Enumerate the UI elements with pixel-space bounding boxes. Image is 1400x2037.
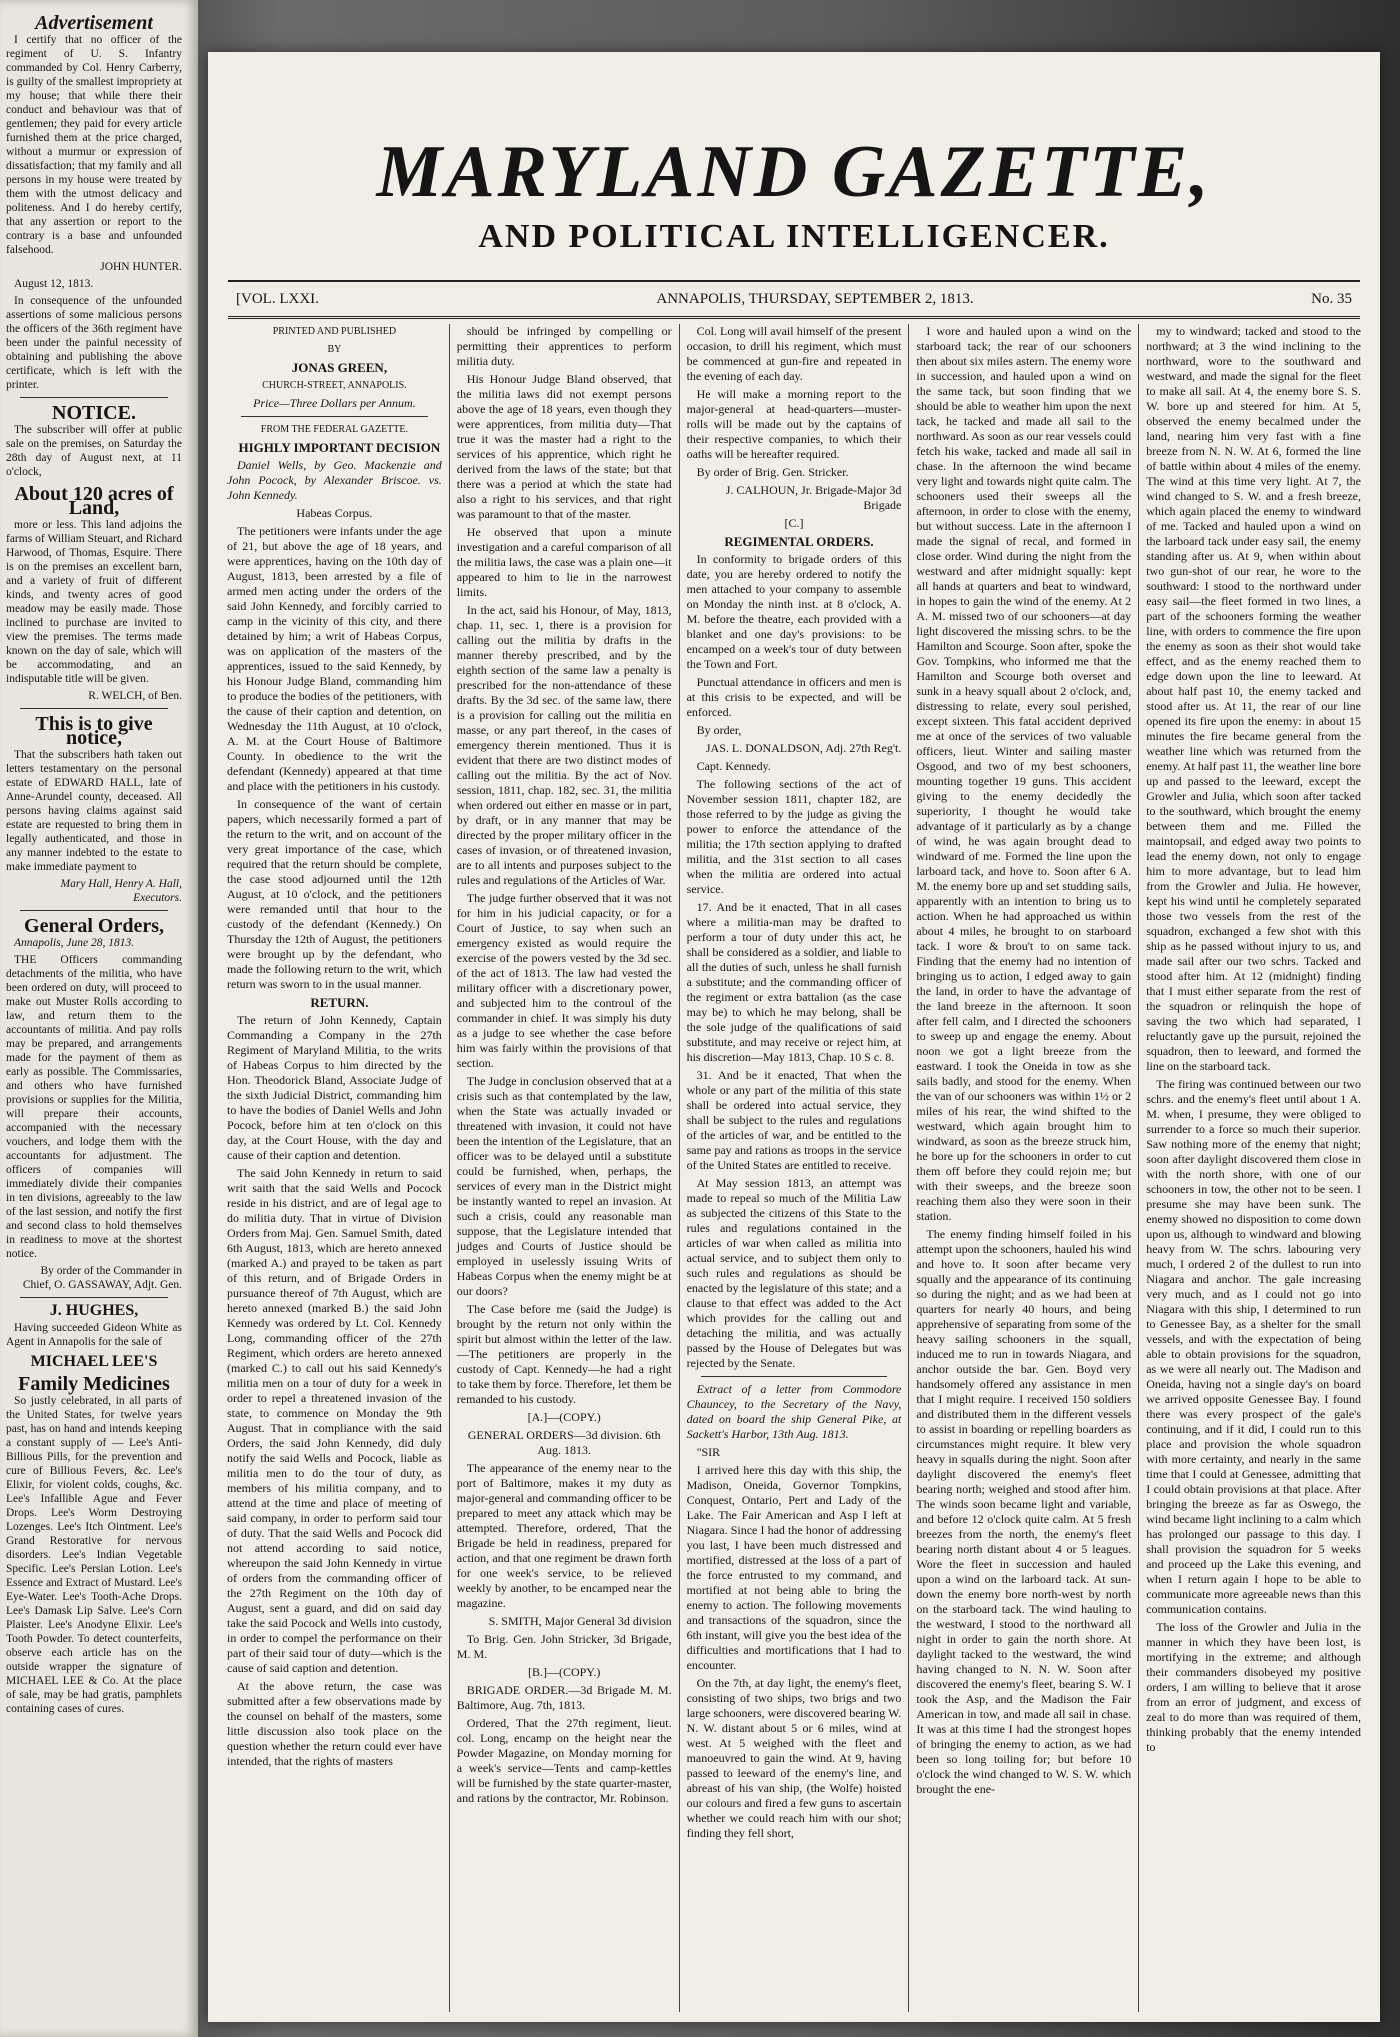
signature: S. SMITH, Major General 3d division xyxy=(488,1614,672,1628)
article-paragraph: In the act, said his Honour, of May, 1813, chap. 11, sec. 1, there is a provision for calling out the militia by drafts in the manner thereby prescribed, and by the eighth section of the same law a penalty is prescribed for the non-attendance of these drafts. By the 3d sec. of the same law, there is a provision for calling out the militia en masse, or any part thereof, in the cases of emergency therein mentioned. Thus it is evident that there are two distinct modes of calling out the militia. By the act of Nov. session, 1811, chap. 182, sec. 31, the militia when ordered out either en masse or in part, by draft, or in any manner that may be directed by the proper military officer in the cases of invasion, or of threatened invasion, are to all intents and purposes subject to the rules and regulations of the Articles of War. xyxy=(456,603,672,887)
give-notice-body: That the subscribers hath taken out letters testamentary on the personal estate of EDWARD HALL, late of Anne-Arundel county, deceased. All persons having claims against said estate are requested to bring them in legally authenticated, and those in any manner indebted to the estate to make immediate payment to xyxy=(6,749,182,873)
hughes-body: Having succeeded Gideon White as Agent in Annapolis for the sale of xyxy=(6,1322,182,1348)
article-paragraph: I arrived here this day with this ship, the Madison, Oneida, Governor Tompkins, Conquest, Ontario, Pert and Lady of the Lake. The Fair American and Asp I left at Niagara. Since I had the honor of addressing you last, I have been much distressed and mortified, distressed at the loss of a part of the force entrusted to my command, and mortified at not being able to bring the enemy to action. The following movements and transactions of the squadron, since the 6th instant, will give you the best idea of the difficulties and mortifications that I had to encounter. xyxy=(686,1463,902,1672)
article-paragraph: Ordered, That the 27th regiment, lieut. col. Long, encamp on the height near the Powder Magazine, on Monday morning for a week's service—Tents and camp-kettles will be furnished by the state quarter-master, and rations by the contractor, Mr. Robinson. xyxy=(456,1716,672,1805)
paper-subtitle: AND POLITICAL INTELLIGENCER. xyxy=(478,218,1110,255)
column-2 xyxy=(450,324,680,2012)
article-paragraph: The following sections of the act of November session 1811, chapter 182, are those referred to by the judge as giving the power to enforce the attendance of the militia; the 17th section applying to drafted militia, and the 31st section to all cases when the militia are ordered into actual service. xyxy=(686,777,902,896)
by-order: By order of Brig. Gen. Stricker. xyxy=(696,465,849,479)
article-paragraph: 17. And be it enacted, That in all cases where a militia-man may be drafted to perform a tour of duty under this act, he shall be considered as a soldier, and liable to all the duties of such, unless he shall furnish a substitute; and the commanding officer of the regiment or extra battalion (as the case may be) to which he may belong, shall be the sole judge of the qualifications of said substitute, and may receive or reject him, at his discretion—May 1813, Chap. 10 S c. 8. xyxy=(686,900,902,1064)
notice-title: NOTICE. xyxy=(52,402,136,424)
copy-b-heading: [B.]—(COPY.) xyxy=(527,1665,601,1679)
advert-body: I certify that no officer of the regiment of U. S. Infantry commanded by Col. Henry Carberry, is guilty of the smallest impropriety at my house; that while there their conduct and behaviour was that of gentlemen; they paid for every article furnished them at the price charged, without a murmur or expression of dissatisfaction; that my family and all persons in my house were treated by them with the utmost delicacy and politeness. And I do hereby certify, that any assertion or report to the contrary is a base and unfounded falsehood. xyxy=(6,34,182,256)
general-orders-heading: GENERAL ORDERS—3d division. 6th Aug. 1813. xyxy=(467,1428,661,1457)
divider xyxy=(20,910,168,911)
article-columns xyxy=(220,324,1368,2012)
paper-title: MARYLAND GAZETTE, xyxy=(376,131,1212,213)
advert-sign: JOHN HUNTER. xyxy=(100,261,182,273)
orders-title: General Orders, xyxy=(24,915,164,937)
copy-a-heading: [A.]—(COPY.) xyxy=(527,1410,601,1424)
article-paragraph: Punctual attendance in officers and men is at this crisis to be expected, and will be enforced. xyxy=(686,675,902,719)
column-3 xyxy=(680,324,910,2012)
article-paragraph: should be infringed by compelling or permitting their apprentices to perform militia duty. xyxy=(456,324,672,368)
case-tag: Habeas Corpus. xyxy=(296,506,373,520)
acres-title: About 120 acres of Land, xyxy=(14,483,174,519)
lee-body: So justly celebrated, in all parts of the United States, for twelve years past, has on hand and intends keeping a constant supply of — Lee's Anti-Billious Pills, for the prevention and cure of Billious Fevers, &c. Lee's Elixir, for violent colds, coughs, &c. Lee's Infallible Ague and Fever Drops. Lee's Worm Destroying Lozenges. Lee's Itch Ointment. Lee's Grand Restorative for nervous disorders. Lee's Indian Vegetable Specific. Lee's Persian Lotion. Lee's Essence and Extract of Mustard. Lee's Eye-Water. Lee's Tooth-Ache Drops. Lee's Damask Lip Salve. Lee's Corn Plaister. Lee's Anodyne Elixir. Lee's Tooth Powder. To detect counterfeits, observe each article has on the outside wrapper the signature of MICHAEL LEE & Co. At the place of sale, may be had gratis, pamphlets containing cases of cures. xyxy=(6,1395,182,1715)
imprint-line: PRINTED AND PUBLISHED xyxy=(272,326,397,337)
give-notice-sign: Mary Hall, Henry A. Hall, Executors. xyxy=(60,878,182,904)
lee-title: MICHAEL LEE'S xyxy=(30,1353,158,1370)
column-4 xyxy=(909,324,1139,2012)
advert-date: August 12, 1813. xyxy=(14,278,94,290)
case-caption: Daniel Wells, by Geo. Mackenzie and John Pocock, by Alexander Briscoe. vs. John Kennedy. xyxy=(227,458,442,502)
hughes-title: J. HUGHES, xyxy=(49,1302,139,1319)
divider xyxy=(20,397,168,398)
signature: J. CALHOUN, Jr. Brigade-Major 3d Brigade xyxy=(725,483,902,512)
divider xyxy=(20,1297,168,1298)
brigade-order-heading: BRIGADE ORDER.—3d Brigade M. M. Baltimore, Aug. 7th, 1813. xyxy=(456,1683,672,1712)
headline: HIGHLY IMPORTANT DECISION xyxy=(238,440,441,455)
printer-name: JONAS GREEN, xyxy=(291,360,388,375)
article-paragraph: His Honour Judge Bland observed, that the militia laws did not exempt persons above the age of 18 years, even though they were apprentices, from militia duty—That true it was the master had a right to the services of his apprentice, which right he derived from the laws of the state; but that there was a period at which the state had also a right to his services, and that right was paramount to that of the master. xyxy=(456,372,672,521)
divider xyxy=(241,416,428,417)
article-paragraph: In consequence of the want of certain papers, which necessarily formed a part of the return to the writ, and on account of the very great importance of the case, which required that the return should be complete, the case stood adjourned until the 12th August, at 10 o'clock, and the petitioners were remanded until that hour to the custody of the defendant (Kennedy.) On Thursday the 12th of August, the petitioners were brought up by the defendant, who made the following return to the writ, which return was sworn to in the usual manner. xyxy=(227,797,442,991)
letter-intro: Extract of a letter from Commodore Chauncey, to the Secretary of the Navy, dated on board the ship General Pike, at Sackett's Harbor, 13th Aug. 1813. xyxy=(686,1382,902,1441)
lee-subtitle: Family Medicines xyxy=(18,1373,170,1395)
addressee: To Brig. Gen. John Stricker, 3d Brigade, M. M. xyxy=(456,1632,672,1661)
article-paragraph: At May session 1813, an attempt was made to repeal so much of the Militia Law as subjected the citizens of this State to the rules and regulations contained in the articles of war when called as militia into actual service, and to subject them only to such rules and regulations as should be enacted by the legislature of this state; and a clause to that effect was added to the Act which provides for the calling out and detaching the militia, and was actually passed by the House of Delegates but was rejected by the Senate. xyxy=(686,1176,902,1370)
article-paragraph: I wore and hauled upon a wind on the starboard tack; the rear of our schooners then about six miles astern. The enemy wore in succession, and hauled upon a wind on the same tack, but soon finding that we should be able to weather him upon the next tack, he tacked and made all sail to the northward. As soon as our rear vessels could fetch his wake, tacked and made all sail in chase. In the afternoon the wind became very light and towards night quite calm. The schooners used their sweeps all the afternoon, in order to close with the enemy, but without success. Late in the afternoon I made the signal of recal, and formed in close order. Wind during the night from the westward and after midnight squally: kept all hands at quarters and beat to windward, in hopes to gain the wind of the enemy. At 2 A. M. missed two of our schooners—at day light discovered the missing schrs. to be the Hamilton and Scourge. Soon after, spoke the Gov. Tompkins, who informed me that the Hamilton and Scourge both overset and sunk in a heavy squall about 2 o'clock, and, distressing to relate, every soul perished, except sixteen. This fatal accident deprived me at once of the services of two valuable officers, lieut. Winter and sailing master Osgood, and two of my best schooners, mounting together 19 guns. This accident giving to the enemy decidedly the superiority, I thought he would take advantage of it particularly as by a change of wind, he was again brought dead to windward of me. Formed the line upon the larboard tack, and hove to. Soon after 6 A. M. the enemy bore up and set studding sails, apparently with an intention to bring us to action. When he had approached us within about 4 miles, he brought to on starboard tack. I wore & brou't to on same tack. Finding that the enemy had no intention of bringing us to action, I edged away to gain the land, in order to have the advantage of the land breeze in the afternoon. It soon after fell calm, and I directed the schooners to sweep up and engage the enemy. About noon we got a light breeze from the eastward. I took the Oneida in tow as she sails badly, and stood for the enemy. When the van of our schooners was within 1½ or 2 miles of his rear, the wind shifted to the westward, which again brought him to windward, as soon as the breeze struck him, he bore up for the schooners in order to cut them off before they could rejoin me; but with their sweeps, and the breeze soon reaching them also they were soon in their station. xyxy=(916,324,1132,1223)
article-paragraph: He will make a morning report to the major-general at head-quarters—muster-rolls will be made out by the captains of their respective companies, to which their oaths will be hereafter required. xyxy=(686,387,902,461)
column-5 xyxy=(1139,324,1368,2012)
column-1 xyxy=(220,324,450,2012)
article-paragraph: The loss of the Growler and Julia in the manner in which they have been lost, is mortifying in the extreme; and although their commanders disobeyed my positive orders, I am willing to believe that it arose from an error of judgment, and excess of zeal to do more than was required of them, thinking probably that the enemy intended to xyxy=(1146,1620,1361,1754)
regimental-orders-heading: REGIMENTAL ORDERS. xyxy=(724,534,874,549)
article-paragraph: The return of John Kennedy, Captain Commanding a Company in the 27th Regiment of Maryland Militia, to the writs of Habeas Corpus to him directed by the Hon. Theodorick Bland, Associate Judge of the sixth Judicial District, commanding him to have the bodies of Daniel Wells and John Pocock, before him at ten o'clock on this day, at the Court House, with the day and cause of their caption and detention. xyxy=(227,1013,442,1162)
article-paragraph: The appearance of the enemy near to the port of Baltimore, makes it my duty as major-general and commanding officer to be prepared to meet any attack which may be attempted. Therefore, ordered, That the Brigade be held in readiness, prepared for action, and that one regiment be drawn forth for one week's service, to be relieved weekly by another, to be encamped near the magazine. xyxy=(456,1461,672,1610)
imprint-by: BY xyxy=(327,344,342,355)
article-paragraph: Col. Long will avail himself of the present occasion, to drill his regiment, which must be commenced at gun-fire and repeated in the evening of each day. xyxy=(686,324,902,383)
dateline xyxy=(228,280,1360,319)
article-paragraph: He observed that upon a minute investigation and a careful comparison of all the militia laws, the case was a plain one—it appeared to him to lie in the narrowest limits. xyxy=(456,525,672,599)
notice-body: The subscriber will offer at public sale on the premises, on Saturday the 28th day of August next, at 11 o'clock, xyxy=(6,424,182,478)
article-paragraph: The petitioners were infants under the age of 21, but above the age of 18 years, and were apprentices, having on the 10th day of August, 1813, been arrested by a file of armed men acting under the orders of the said John Kennedy, and forcibly carried to camp in the vicinity of this city, and there detained by him; a writ of Habeas Corpus, was on application of the masters of the apprentices, issued to the said Kennedy, by his Honour Judge Bland, commanding him to produce the bodies of the petitioners, with the cause of their caption and detention, on Wednesday the 11th August, at 10 o'clock, A. M. at the Court House of Baltimore County. In obedience to the writ the defendant (Kennedy) appeared at that time and place with the petitioners in his custody. xyxy=(227,524,442,793)
addressee: Capt. Kennedy. xyxy=(696,759,771,773)
masthead xyxy=(208,132,1380,256)
article-paragraph: The said John Kennedy in return to said writ saith that the said Wells and Pocock reside in his district, and are of legal age to do militia duty. That in virtue of Division Orders from Maj. Gen. Samuel Smith, dated 6th August, 1813, which are hereto annexed (marked A.) and prayed to be taken as part of this return, and of Brigade Orders in pursuance thereof of 7th August, which are hereto annexed (marked B.) the said John Kennedy was ordered by Lt. Col. Kennedy Long, commanding officer of the 27th Regiment, which orders are hereto annexed (marked C.) to call out his said Kennedy's militia men on a tour of duty for a week in order to repel a threatened invasion of the state, to commence on Monday the 9th August. That in compliance with the said Orders, the said John Kennedy, did duly notify the said Wells and Pocock, liable as militia men to do the tour of duty, as members of his militia company, and to attend at the time and place of meeting of said company, in order to perform said tour of duty. That the said Wells and Pocock did not attend according to said notice, whereupon the said John Kennedy in virtue of orders from the commanding officer of the 27th Regiment on the 10th day of August, sent a guard, and did on said day take the said Pocock and Wells into custody, in order to compel the performance on their part of their said tour of duty—which is the cause of said caption and detention. xyxy=(227,1166,442,1675)
orders-sign: By order of the Commander in Chief, O. GASSAWAY, Adjt. Gen. xyxy=(22,1265,182,1291)
orders-date: Annapolis, June 28, 1813. xyxy=(14,937,135,949)
article-paragraph: The judge further observed that it was not for him in his judicial capacity, or for a Court of Justice, to say when such an emergency existed as would require the exercise of the powers vested by the 3d sec. of the act of 1813. The law had vested the military officer with a discretionary power, and subjected him to the controul of the commander in chief. It was simply his duty as a judge to see whether the case before him was fairly within the provisions of that section. xyxy=(456,891,672,1070)
newspaper-page xyxy=(208,52,1380,2022)
place-date: ANNAPOLIS, THURSDAY, SEPTEMBER 2, 1813. xyxy=(656,290,974,307)
article-paragraph: At the above return, the case was submitted after a few observations made by the counsel on behalf of the masters, some little discussion also took place on the question whether the return could ever have intended, that the rights of masters xyxy=(227,1679,442,1768)
article-paragraph: The enemy finding himself foiled in his attempt upon the schooners, hauled his wind and hove to. It soon after became very squally and the appearance of its continuing so during the night; and as we had been at quarters for nearly 40 hours, and being apprehensive of separating from some of the heavy sailing schooners in the squall, induced me to run in towards Niagara, and anchor outside the bar. Gen. Boyd very handsomely offered any assistance in men that I might require. I received 150 soldiers and distributed them in the different vessels to assist in boarding or repelling boarders as circumstances might require. It blew very heavy in squalls during the night. Soon after daylight discovered the enemy's fleet bearing north; weighed and stood after him. The winds soon became light and variable, and before 12 o'clock quite calm. At 5 fresh breezes from the north, the enemy's fleet bearing north distant about 4 or 5 leagues. Wore the fleet in succession and hauled upon a wind on the larboard tack. At sun-down the enemy bore north-west by north on the starboard tack. The wind hauling to the westward, I stood to the northward all night in order to gain the north shore. At daylight tacked to the westward, the wind having changed to N. N. W. Soon after discovered the enemy's fleet, bearing S. W. I took the Asp, and the Madison the Fair American in tow, and made all sail in chase. It was at this time I had the strongest hopes of bringing the enemy to action, as we had been so long toiling for; but before 10 o'clock the wind changed to W. S. W. which brought the ene- xyxy=(916,1227,1132,1796)
volume-number: [VOL. LXXI. xyxy=(236,290,319,307)
acres-sign: R. WELCH, of Ben. xyxy=(88,690,182,702)
source-line: FROM THE FEDERAL GAZETTE. xyxy=(260,424,408,435)
copy-c-heading: [C.] xyxy=(784,516,804,530)
advert-title: Advertisement xyxy=(35,12,153,34)
article-paragraph: On the 7th, at day light, the enemy's fleet, consisting of two ships, two brigs and two large schooners, were discovered bearing W. N. W. distant about 5 or 6 miles, wind at west. At 5 weighed with the fleet and manoeuvred to gain the wind. At 9, having passed to leeward of the enemy's line, and abreast of his van ship, (the Wolfe) hoisted our colours and fired a few guns to ascertain whether we could reach him with our shot; finding they fell short, xyxy=(686,1676,902,1840)
article-paragraph: In conformity to brigade orders of this date, you are hereby ordered to notify the men attached to your company to assemble on Monday the ninth inst. at 8 o'clock, A. M. before the theatre, each provided with a blanket and one day's provisions: to be encamped on a week's tour of duty between the Town and Fort. xyxy=(686,552,902,671)
give-notice-title: This is to give notice, xyxy=(35,713,153,749)
article-paragraph: 31. And be it enacted, That when the whole or any part of the militia of this state shall be ordered into actual service, they shall be subject to the rules and regulations of the articles of war, and be entitled to the same pay and rations as troops in the service of the United States are entitled to receive. xyxy=(686,1068,902,1172)
article-paragraph: my to windward; tacked and stood to the northward; at 3 the wind inclining to the northward, wore to the southward and westward, and made the signal for the fleet to make all sail. At 4, the enemy bore S. S. W. bore up and steered for him. At 5, observed the enemy becalmed under the land, nearing him very fast with a fine breeze from N. N. W. At 6, formed the line of battle within about 4 miles of the enemy. The wind at this time very light. At 7, the wind changed to S. W. and a fresh breeze, which again placed the enemy to windward of me. Tacked and hauled upon a wind on the larboard tack under easy sail, the enemy standing after us. At 9, when within about two gun-shot of our rear, he wore to the southward: I stood to the northward under easy sail—the fleet formed in two lines, a part of the schooners forming the weather line, with orders to commence the fire upon the enemy as soon as their shot would take effect, and as the enemy reached them to edge down upon the line to leeward. At about half past 10, the enemy tacked and stood after us. At 11, the rear of our line opened its fire upon the enemy: in about 15 minutes the fire became general from the weather line which was returned from the enemy. At half past 11, the weather line bore up and passed to the leeward, except the Growler and Julia, which soon after tacked to the southward, which brought the enemy between them and me. Filled the maintopsail, and edged away two points to lead the enemy down, not only to engage him to more advantage, but to lead him from the Growler and Julia. He however, kept his wind until he completely separated those two vessels from the rest of the squadron, exchanged a few shot with this ship as he passed without injury to us, and made sail after our two schrs. Tacked and stood after him. At 12 (midnight) finding that I must either separate from the rest of the squadron or relinquish the hope of saving the two which had separated, I reluctantly gave up the pursuit, rejoined the squadron, then to leeward, and formed the line on the starboard tack. xyxy=(1146,324,1361,1073)
orders-body: THE Officers commanding detachments of the militia, who have been ordered on duty, will proceed to make out Muster Rolls according to law, and return them to the accountants of militia. And pay rolls may be prepared, and arrangements made for the payment of them as early as possible. The Commissaries, and others who have furnished provisions or supplies for the Militia, will prepare their accounts, accompanied with the necessary vouchers, and lodge them with the accountants for adjustment. The officers of companies will immediately divide their companies in ten divisions, agreeably to the law of the last session, and notify the first and second class to hold themselves in readiness to move at the shortest notice. xyxy=(6,954,182,1260)
price: Price—Three Dollars per Annum. xyxy=(253,396,416,410)
left-page-columns xyxy=(0,0,198,1716)
return-heading: RETURN. xyxy=(310,995,369,1010)
advert-note: In consequence of the unfounded assertions of some malicious persons the officers of the 36th regiment have been under the painful necessity of obtaining and publishing the above certificate, which is left with the printer. xyxy=(6,295,182,391)
signature: JAS. L. DONALDSON, Adj. 27th Reg't. xyxy=(705,741,902,755)
printer-street: CHURCH-STREET, ANNAPOLIS. xyxy=(262,380,407,391)
article-paragraph: The Case before me (said the Judge) is brought by the return not only within the spirit but almost within the letter of the law.—The petitioners are properly in the custody of Capt. Kennedy—he had a right to take them by force. Therefore, let them be remanded to his custody. xyxy=(456,1302,672,1406)
divider xyxy=(20,708,168,709)
left-page-fragment xyxy=(0,0,198,2037)
salutation: "SIR xyxy=(696,1445,721,1459)
article-paragraph: The firing was continued between our two schrs. and the enemy's fleet until about 1 A. M. when, I presume, they were obliged to surrender to a force so much their superior. Saw nothing more of the enemy that night; soon after daylight discovered them close in with the north shore, with one of our schooners in tow, the other not to be seen. I presume she may have been sunk. The enemy showed no disposition to come down upon us, although to windward and blowing heavy from W. The schrs. labouring very much, I ordered 2 of the dullest to run into Niagara and anchor. The gale increasing very much, and as I could not go into Niagara with this ship, I determined to run to Genessee Bay, as a shelter for the small vessels, and with the expectation of being able to obtain provisions for the squadron, as we were all nearly out. The Madison and Oneida, having not a single day's on board we arrived opposite Genessee Bay. I found there was every prospect of the gale's continuing, and if it did, I could run to this place and provision the whole squadron with more certainty, and nearly in the same time that I could at Genessee, admitting that I could obtain provisions at that place. After bringing the breeze as far as Oswego, the wind became light inclining to a calm which has prolonged our passage to this day. I shall provision the squadron for 5 weeks and proceed up the Lake this evening, and when I return again I hope to be able to communicate more agreeable news than this communication contains. xyxy=(1146,1077,1361,1616)
by-order: By order, xyxy=(696,723,742,737)
acres-body: more or less. This land adjoins the farms of William Steuart, and Richard Harwood, of Thomas, Esquire. There is on the premises an excellent barn, and a variety of fruit of different kinds, and twenty acres of good meadow may be easily made. Those inclined to purchase are invited to view the premises. The terms made known on the day of sale, which will be accommodating, and an indisputable title will be given. xyxy=(6,519,182,685)
issue-number: No. 35 xyxy=(1311,290,1352,307)
divider xyxy=(701,1376,888,1377)
article-paragraph: The Judge in conclusion observed that at a crisis such as that contemplated by the law, when the State was actually invaded or threatened with invasion, it could not have been the intention of the Legislature, that an officer was to be delayed until a substitute could be furnished, when, perhaps, the services of every man in the District might be instantly wanted to repel an invasion. At such a crisis, could any reasonable man suppose, that the Legislature intended that judges and Courts of Justice should be employed in uselessly issuing Writs of Habeas Corpus when the enemy might be at our doors? xyxy=(456,1074,672,1298)
